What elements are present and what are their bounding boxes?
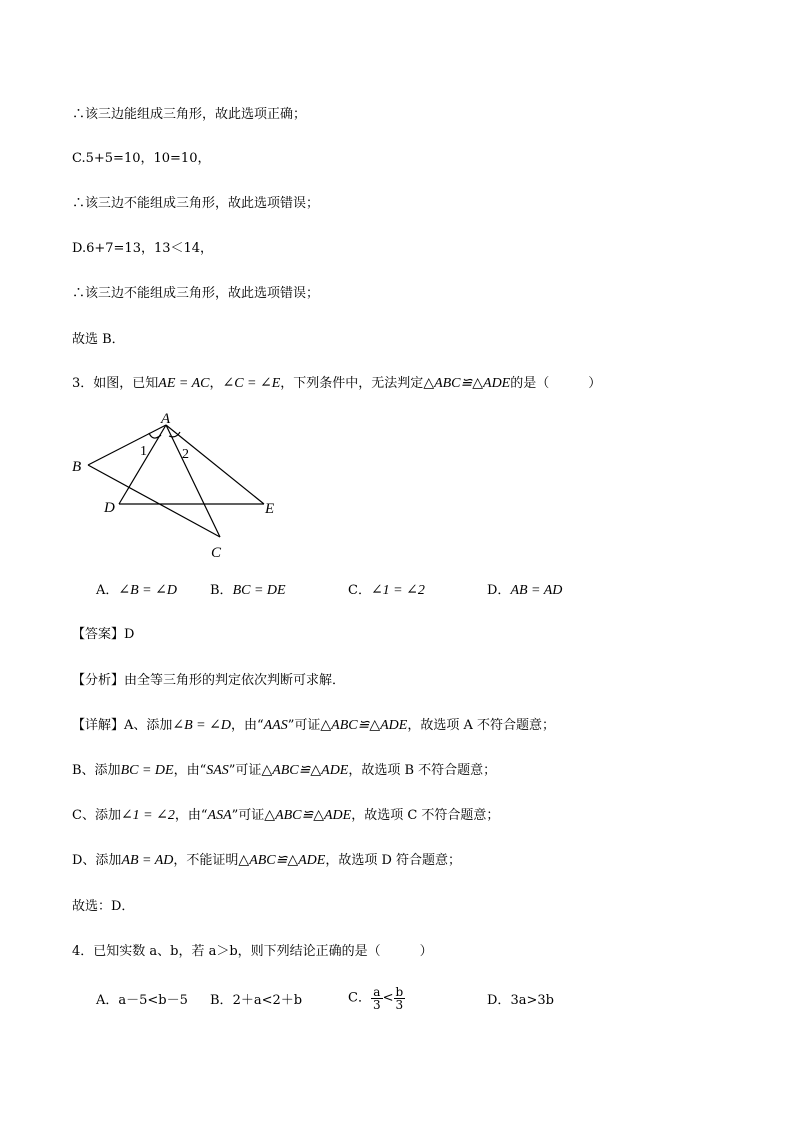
question-3-stem	[72, 375, 601, 393]
q3-analysis	[72, 672, 345, 690]
detail-rule: ASA	[207, 808, 232, 823]
option-label: D．	[487, 993, 511, 1008]
triangle-figure	[60, 405, 300, 565]
detail-mid: ，由“	[173, 763, 207, 778]
option-label: A．	[96, 993, 119, 1008]
solution-line-3: ∴该三边不能组成三角形，故此选项错误；	[72, 196, 320, 211]
detail-expr: ∠B = ∠D	[172, 718, 231, 733]
q3-comma: ，	[209, 376, 223, 391]
option-label: A．	[96, 583, 119, 598]
q3-text-2: ，下列条件中，无法判定	[280, 376, 424, 391]
numerator: a	[371, 986, 383, 999]
q3-answer: 【答案】D	[72, 627, 135, 642]
detail-post: ，故选项 B 不符合题意；	[348, 763, 497, 778]
q4-option-a[interactable]	[96, 992, 188, 1010]
option-label: B．	[210, 583, 233, 598]
fraction-b-over-3	[394, 986, 406, 1011]
solution-line-1: ∴该三边能组成三角形，故此选项正确；	[72, 107, 307, 122]
detail-post: ，故选项 A 不符合题意；	[407, 718, 555, 733]
option-expr: ∠1 = ∠2	[370, 583, 425, 598]
solution-line-6: 故选 B．	[72, 332, 125, 347]
option-expr: BC = DE	[232, 583, 286, 598]
solution-line-2: C.5+5=10，10=10，	[72, 151, 211, 166]
q4-options	[96, 985, 696, 1020]
detail-pre: 【详解】A、添加	[72, 718, 173, 733]
angle-label-2: 2	[182, 447, 189, 462]
detail-mid2: ”可证	[228, 763, 262, 778]
question-4-stem: 4．已知实数 a、b，若 a＞b，则下列结论正确的是（ ）	[72, 944, 433, 959]
fraction-a-over-3	[371, 986, 383, 1011]
solution-line-4: D.6+7=13，13＜14，	[72, 241, 214, 256]
q3-given-1: AE = AC	[158, 376, 210, 391]
vertex-label-d: D	[104, 500, 115, 516]
detail-pre: D、添加	[72, 853, 122, 868]
q3-option-c[interactable]	[348, 582, 425, 600]
option-expr: ∠B = ∠D	[118, 583, 177, 598]
detail-cong: △ABC≌△ADE	[261, 763, 349, 778]
q3-option-d[interactable]	[487, 582, 562, 600]
option-expr: 3a>3b	[510, 993, 554, 1008]
option-expr: 2＋a<2＋b	[232, 993, 303, 1008]
solution-line-5: ∴该三边不能组成三角形，故此选项错误；	[72, 286, 320, 301]
detail-mid: ，由“	[174, 808, 208, 823]
analysis-text: 由全等三角形的判定依次判断可求解．	[124, 673, 346, 688]
analysis-tag: 【分析】	[72, 673, 125, 688]
detail-expr: BC = DE	[120, 763, 174, 778]
q4-option-c[interactable]	[348, 986, 405, 1011]
q3-number: 3．如图，已知	[72, 376, 159, 391]
q3-final: 故选：D．	[72, 899, 135, 914]
denominator: 3	[372, 998, 381, 1012]
detail-post: ，故选项 D 符合题意；	[325, 853, 462, 868]
option-expr: AB = AD	[510, 583, 563, 598]
vertex-label-b: B	[72, 459, 82, 475]
q3-given-2: ∠C = ∠E	[222, 376, 281, 391]
detail-cong: △ABC≌△ADE	[320, 718, 408, 733]
q3-option-a[interactable]	[96, 582, 177, 600]
vertex-label-e: E	[265, 501, 275, 517]
detail-expr: AB = AD	[121, 853, 174, 868]
detail-cong: △ABC≌△ADE	[238, 853, 326, 868]
option-label: B．	[210, 993, 233, 1008]
vertex-label-a: A	[161, 411, 171, 427]
detail-mid2: ”可证	[231, 808, 265, 823]
comparison-operator: <	[382, 990, 394, 1006]
q4-option-d[interactable]	[487, 992, 554, 1010]
q3-congruence: △ABC≌△ADE	[423, 376, 511, 391]
q3-text-3: 的是（ ）	[510, 376, 602, 391]
q3-detail-c	[72, 807, 499, 825]
q3-detail-d	[72, 852, 461, 870]
q3-detail-b	[72, 762, 496, 780]
option-label: C．	[348, 583, 371, 598]
detail-mid2: ”可证	[287, 718, 321, 733]
q4-option-b[interactable]	[210, 992, 302, 1010]
detail-mid: ，不能证明	[173, 853, 239, 868]
denominator: 3	[395, 998, 404, 1012]
angle-label-1: 1	[140, 444, 147, 459]
numerator: b	[395, 985, 404, 999]
vertex-label-c: C	[211, 545, 222, 561]
detail-expr: ∠1 = ∠2	[120, 808, 175, 823]
q3-option-b[interactable]	[210, 582, 286, 600]
option-label: D．	[487, 583, 511, 598]
option-expr: a－5<b－5	[118, 993, 188, 1008]
detail-post: ，故选项 C 不符合题意；	[351, 808, 500, 823]
detail-pre: B、添加	[72, 763, 121, 778]
option-label: C．	[348, 990, 371, 1006]
q3-options	[96, 582, 696, 600]
detail-pre: C、添加	[72, 808, 121, 823]
detail-cong: △ABC≌△ADE	[264, 808, 352, 823]
detail-mid: ，由“	[230, 718, 264, 733]
detail-rule: AAS	[263, 718, 288, 733]
q3-detail-a	[72, 717, 555, 735]
detail-rule: SAS	[206, 763, 229, 778]
